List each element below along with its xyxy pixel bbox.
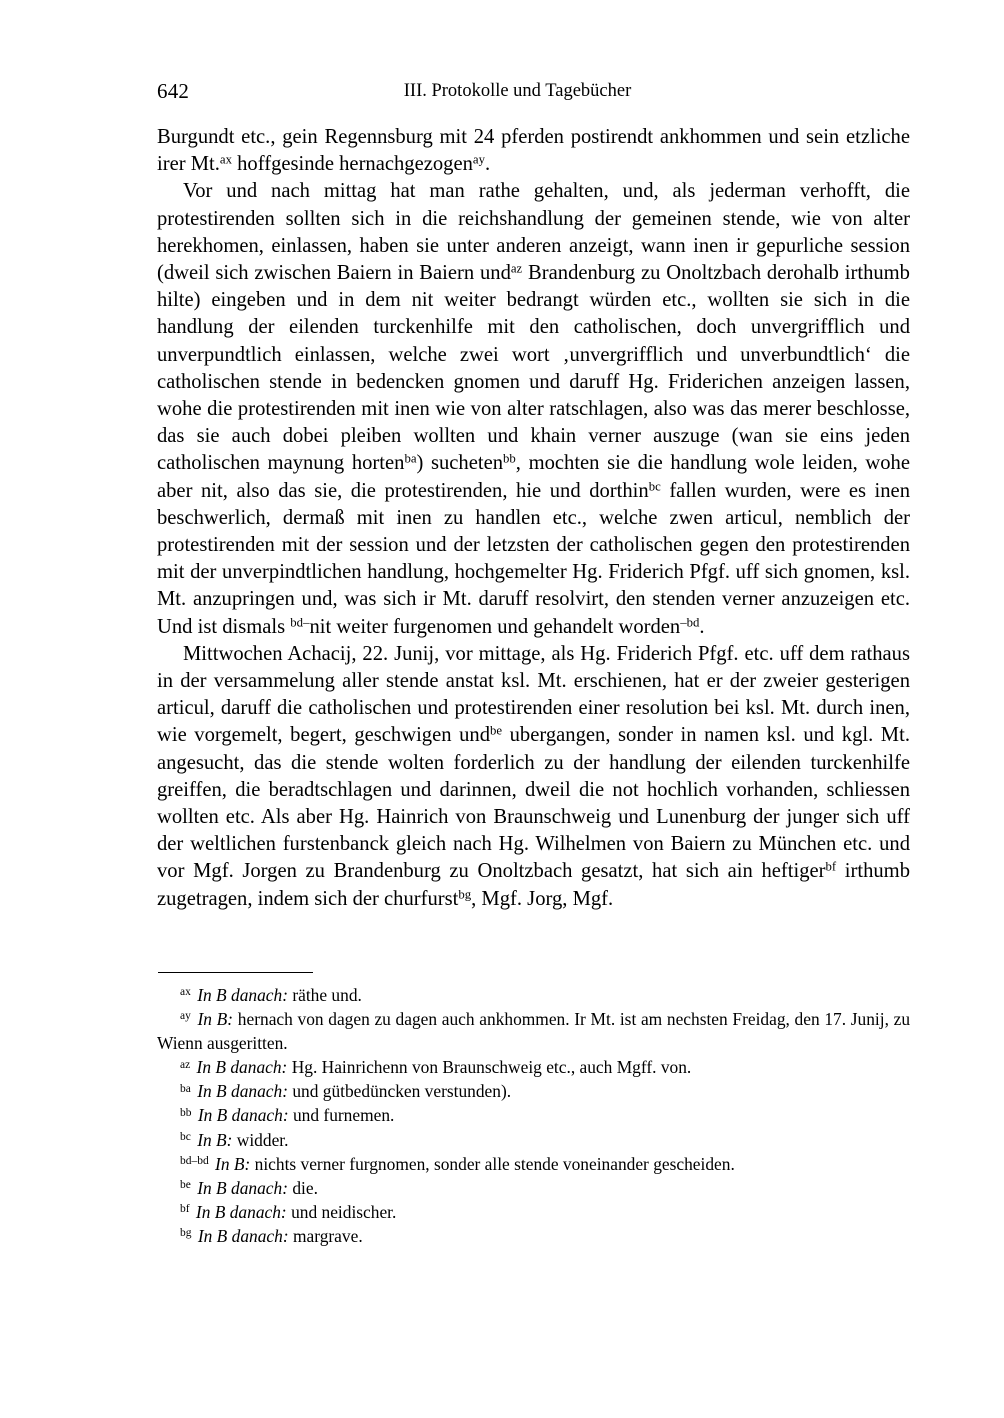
running-head-title: III. Protokolle und Tagebücher [403,81,632,101]
para-3: Mittwochen Achacij, 22. Junij, vor mittage, als Hg. Friderich Pfgf. etc. uff dem rathaus in der versammelung aller stende anstat ksl. Mt. erschienen, hat er der zweier gesterigen articul, daruff die catholischen und protestirenden einer resolution bei ksl. Mt. durch inen, wie vorgemelt, begert, geschwigen und$^{be}$ ubergangen, sonder in namen ksl. und kgl. Mt. angesucht, das die stende wolten forderlich zu der handlung der eilenden turckenhilfe greiffen, die beradtschlagen und darinnen, dweil die not hochlich vorhanden, schliessen wollten etc. Als aber Hg. Hainrich von Braunschweig und Lunenburg der junger sich uff der weltlichen furstenbanck gleich nach Hg. Wilhelmen von Baiern zu München etc. und vor Mgf. Jorgen zu Brandenburg zu Onoltzbach gesatzt, hat sich ain heftiger$^{bf}$ irthumb zugetragen, indem sich der churfurst$^{bg}$, Mgf. Jorg, Mgf. [157,642,910,910]
footnote-section [157,972,910,1248]
footnote-ref-be[interactable]: be [490,723,503,738]
footnote-ref-ba[interactable]: ba [404,451,417,466]
footnote-source-label: In B danach: [197,1105,289,1126]
footnote-marker: ax [180,986,191,999]
footnote-text: und gütbedüncken verstunden). [287,1081,512,1102]
footnote-bdbd [157,1152,910,1176]
page-number: 642 [157,79,190,103]
footnote-marker: bc [180,1130,191,1143]
footnote-bb [157,1103,910,1127]
footnote-source-label: In B danach: [197,1081,288,1102]
footnote-text: Hg. Hainrichenn von Braunschweig etc., auch Mgff. von. [287,1057,692,1078]
footnote-text: margrave. [288,1225,363,1246]
footnote-text: hernach von dagen zu dagen auch ankhommen. Ir Mt. ist am nechsten Freidag, den 17. Junij, zu Wienn ausgeritten. [157,1009,911,1054]
footnote-marker: bb [180,1106,192,1119]
footnote-ref-bb[interactable]: bb [503,451,516,466]
footnote-source-label: In B danach: [195,1201,287,1222]
footnote-bc [157,1128,910,1152]
footnote-marker: be [180,1179,191,1192]
footnote-be [157,1176,910,1200]
footnote-ref-bd[interactable]: –bd [680,615,700,630]
footnote-bg [157,1224,910,1248]
footnote-source-label: In B: [215,1153,251,1174]
footnote-ref-bg[interactable]: bg [458,887,472,902]
footnote-marker: ay [180,1010,191,1023]
footnote-text: räthe und. [287,985,362,1005]
footnote-source-label: In B danach: [197,1225,289,1246]
footnote-ay [157,1007,910,1055]
footnote-marker: bg [180,1227,192,1240]
footnote-source-label: In B danach: [197,985,288,1005]
footnote-ref-az[interactable]: az [510,261,523,276]
footnote-bf [157,1200,910,1224]
body-text [157,124,910,913]
footnote-source-label: In B danach: [197,1177,288,1198]
footnote-text: nichts verner furgnomen, sonder alle stende voneinander gescheiden. [250,1153,735,1174]
footnote-text: und furnemen. [288,1105,395,1126]
footnote-ref-bf[interactable]: bf [825,859,837,874]
footnote-marker: bf [180,1203,190,1216]
footnote-ref-ax[interactable]: ax [219,152,232,167]
footnote-list [157,983,910,1248]
para-1: Burgundt etc., gein Regennsburg mit 24 pferden postirendt ankhommen und sein etzliche irer Mt.$^{ax}$ hoffgesinde hernachgezogen$^{ay}$. [157,126,910,176]
footnote-text: widder. [232,1129,289,1150]
footnote-text: die. [287,1177,318,1198]
footnote-ref-ay[interactable]: ay [472,152,485,167]
running-head [157,78,910,104]
footnote-marker: ba [180,1082,191,1095]
footnote-ref-bd[interactable]: bd– [290,615,310,630]
para-2: Vor und nach mittag hat man rathe gehalten, und, als jederman verhofft, die protestirenden sollten sich in die reichshandlung der gemeinen stende, wie von alter herekhomen, einlassen, haben sie unter anderen anzeigt, wann inen ir gepurliche session (dweil sich zwischen Baiern in Baiern und$^{az}$ Brandenburg zu Onoltzbach derohalb irthumb hilte) eingeben und in dem nit weiter bedrangt würden etc., wollten sie sich in die handlung der eilenden turckenhilfe mit den catholischen, doch unvergrifflich und unverpundtlich einlassen, welche zwei wort ‚unvergrifflich und unverbundtlich‘ die catholischen stende in bedencken gnomen und daruff Hg. Friderichen anzeigen lassen, wohe die protestirenden mit inen wie von alter ratschlagen, also was das merer beschlosse, das sie auch dobei pleiben wollten und khain verner auszuge (wan sie eins jeden catholischen maynung horten$^{ba}$) sucheten$^{bb}$, mochten sie die handlung wole leiden, wohe aber nit, also das sie, die protestirenden, hie und dorthin$^{bc}$ fallen wurden, were es inen beschwerlich, dermaß mit inen zu handlen etc., welche zwen articul, nemblich der protestirenden mit der session und der letzsten der catholischen gegen den protestirenden mit der unverpindtlichen handlung, hochgemelter Hg. Friderich Pfgf. uff sich gnomen, ksl. Mt. anzupringen und, was sich ir Mt. daruff resolvirt, den stenden verner anzuzeigen etc. Und ist dismals $^{bd-}$nit weiter furgenomen und gehandelt worden$^{-bd}$. [157,180,910,638]
footnote-marker: az [180,1058,191,1071]
footnote-text: und neidischer. [286,1201,397,1222]
footnote-ax [157,983,910,1007]
footnote-ref-bc[interactable]: bc [648,479,661,493]
footnote-az [157,1055,910,1079]
footnote-separator-rule [158,972,313,973]
footnote-source-label: In B: [197,1129,233,1150]
footnote-marker: bd–bd [180,1154,209,1167]
footnote-ba [157,1079,910,1103]
footnote-source-label: In B: [197,1009,234,1030]
footnote-source-label: In B danach: [196,1057,288,1078]
